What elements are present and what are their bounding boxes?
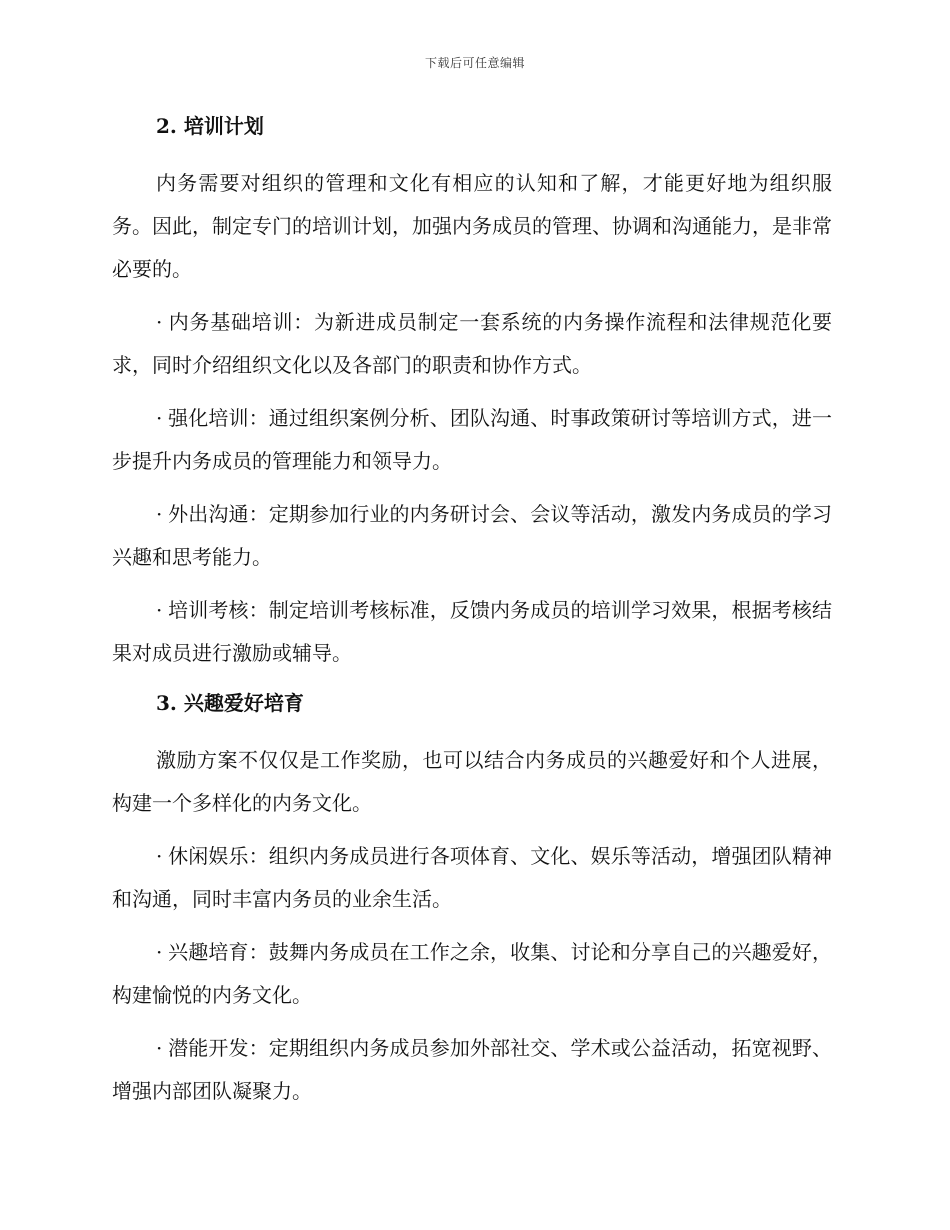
section-training-plan bbox=[112, 108, 832, 675]
bullet-text: 休闲娱乐：组织内务成员进行各项体育、文化、娱乐等活动，增强团队精神和沟通，同时丰富内务员的业余生活。 bbox=[112, 844, 832, 911]
section-heading: 3. 兴趣爱好培育 bbox=[156, 691, 304, 715]
bullet-dot: · bbox=[156, 598, 163, 622]
bullet-item bbox=[112, 1027, 832, 1113]
bullet-dot: · bbox=[156, 1036, 163, 1060]
bullet-dot: · bbox=[156, 310, 163, 334]
section-intro: 激励方案不仅仅是工作奖励，也可以结合内务成员的兴趣爱好和个人进展，构建一个多样化的内务文化。 bbox=[112, 748, 832, 815]
bullet-item bbox=[112, 493, 832, 579]
section-interest-cultivation bbox=[112, 685, 832, 1113]
bullet-text: 强化培训：通过组织案例分析、团队沟通、时事政策研讨等培训方式，进一步提升内务成员的管理能力和领导力。 bbox=[112, 406, 832, 473]
bullet-text: 外出沟通：定期参加行业的内务研讨会、会议等活动，激发内务成员的学习兴趣和思考能力。 bbox=[112, 502, 832, 569]
bullet-dot: · bbox=[156, 502, 163, 526]
document-body bbox=[112, 108, 832, 1123]
bullet-dot: · bbox=[156, 844, 163, 868]
bullet-item bbox=[112, 589, 832, 675]
bullet-text: 培训考核：制定培训考核标准，反馈内务成员的培训学习效果，根据考核结果对成员进行激励或辅导。 bbox=[112, 598, 832, 665]
bullet-item bbox=[112, 931, 832, 1017]
bullet-text: 潜能开发：定期组织内务成员参加外部社交、学术或公益活动，拓宽视野、增强内部团队凝聚力。 bbox=[112, 1036, 832, 1103]
bullet-dot: · bbox=[156, 940, 163, 964]
section-heading: 2. 培训计划 bbox=[156, 114, 264, 138]
section-intro: 内务需要对组织的管理和文化有相应的认知和了解，才能更好地为组织服务。因此，制定专门的培训计划，加强内务成员的管理、协调和沟通能力，是非常必要的。 bbox=[112, 171, 832, 281]
header-note: 下载后可任意编辑 bbox=[424, 56, 525, 70]
bullet-text: 内务基础培训：为新进成员制定一套系统的内务操作流程和法律规范化要求，同时介绍组织文化以及各部门的职责和协作方式。 bbox=[112, 310, 832, 377]
bullet-text: 兴趣培育：鼓舞内务成员在工作之余，收集、讨论和分享自己的兴趣爱好，构建愉悦的内务文化。 bbox=[112, 940, 832, 1007]
bullet-item bbox=[112, 835, 832, 921]
bullet-item bbox=[112, 397, 832, 483]
bullet-item bbox=[112, 301, 832, 387]
bullet-dot: · bbox=[156, 406, 163, 430]
